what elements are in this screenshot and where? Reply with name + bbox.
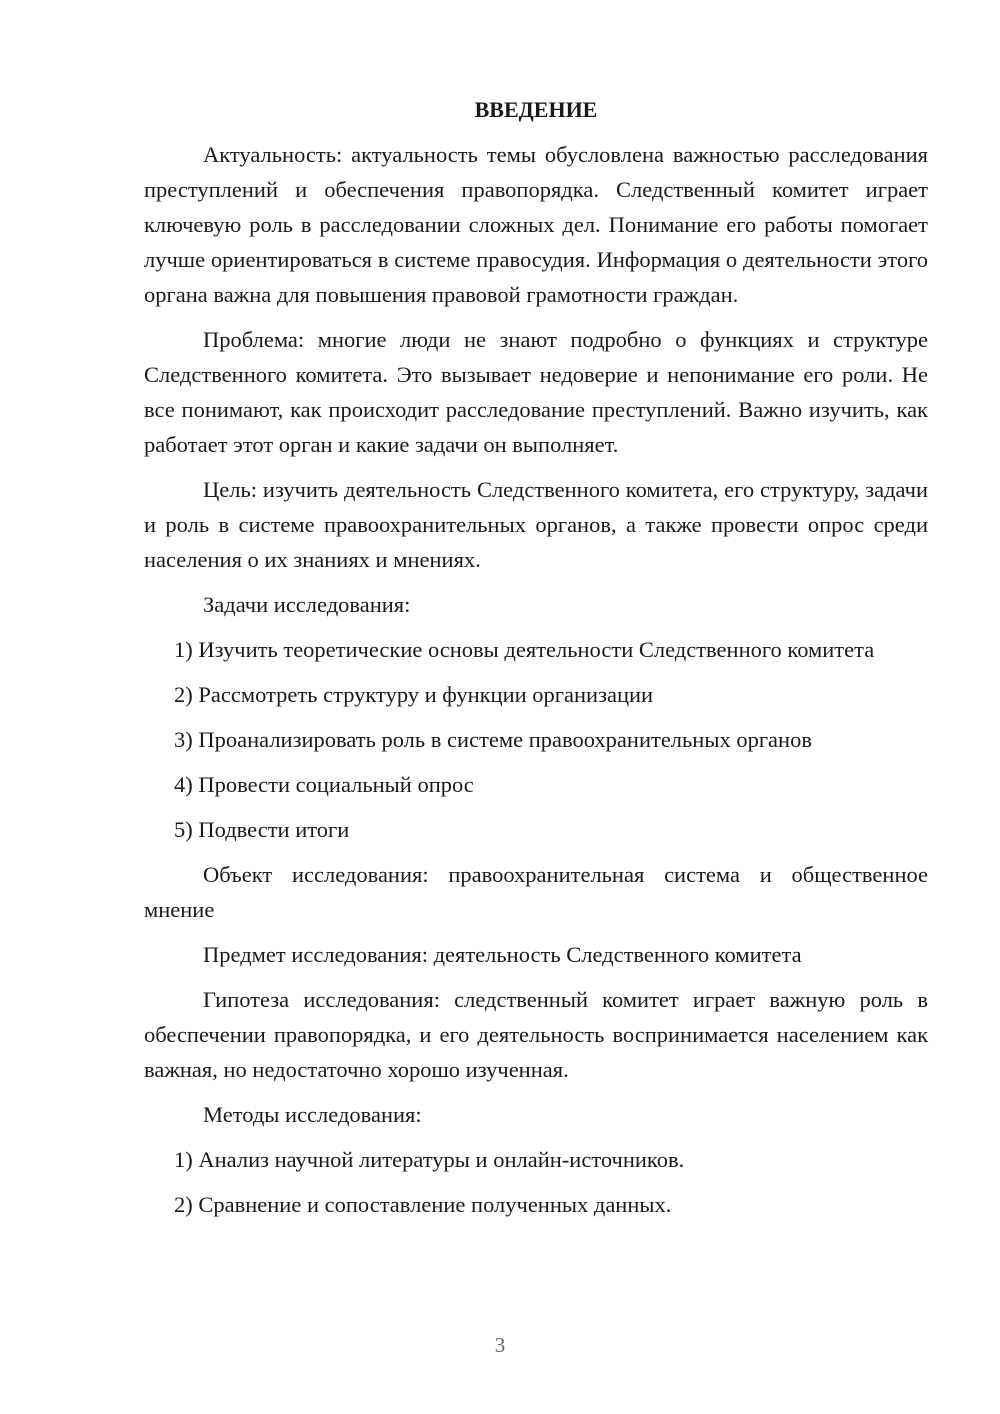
page-number: 3 [494, 1333, 506, 1357]
task-item-2: 2) Рассмотреть структуру и функции организации [174, 682, 654, 707]
page-title: ВВЕДЕНИЕ [474, 97, 598, 122]
methods-list [144, 1142, 928, 1222]
document-page [144, 92, 928, 1232]
method-item-1: 1) Анализ научной литературы и онлайн-источников. [174, 1147, 685, 1172]
task-item-1: 1) Изучить теоретические основы деятельности Следственного комитета [174, 637, 875, 662]
task-item-5: 5) Подвести итоги [174, 817, 350, 842]
tasks-heading: Задачи исследования: [203, 592, 411, 617]
methods-heading: Методы исследования: [203, 1102, 422, 1127]
paragraph-problem: Проблема: многие люди не знают подробно о функциях и структуре Следственного комитета. Это вызывает недоверие и непонимание его роли. Не все понимают, как происходит расследование преступлений. Важно изучить, как работает этот орган и какие задачи он выполняет. [144, 327, 928, 457]
method-item-2: 2) Сравнение и сопоставление полученных данных. [174, 1192, 672, 1217]
task-item-3: 3) Проанализировать роль в системе правоохранительных органов [174, 727, 812, 752]
paragraph-subject: Предмет исследования: деятельность Следственного комитета [203, 942, 802, 967]
paragraph-object: Объект исследования: правоохранительная система и общественное мнение [144, 862, 928, 922]
task-item-4: 4) Провести социальный опрос [174, 772, 474, 797]
paragraph-goal: Цель: изучить деятельность Следственного комитета, его структуру, задачи и роль в системе правоохранительных органов, а также провести опрос среди населения о их знаниях и мнениях. [144, 477, 928, 572]
tasks-list [144, 632, 928, 847]
paragraph-hypothesis: Гипотеза исследования: следственный комитет играет важную роль в обеспечении правопорядка, и его деятельность воспринимается населением как важная, но недостаточно хорошо изученная. [144, 987, 928, 1082]
paragraph-actuality: Актуальность: актуальность темы обусловлена важностью расследования преступлений и обеспечения правопорядка. Следственный комитет играет ключевую роль в расследовании сложных дел. Понимание его работы помогает лучше ориентироваться в системе правосудия. Информация о деятельности этого органа важна для повышения правовой грамотности граждан. [144, 142, 928, 307]
